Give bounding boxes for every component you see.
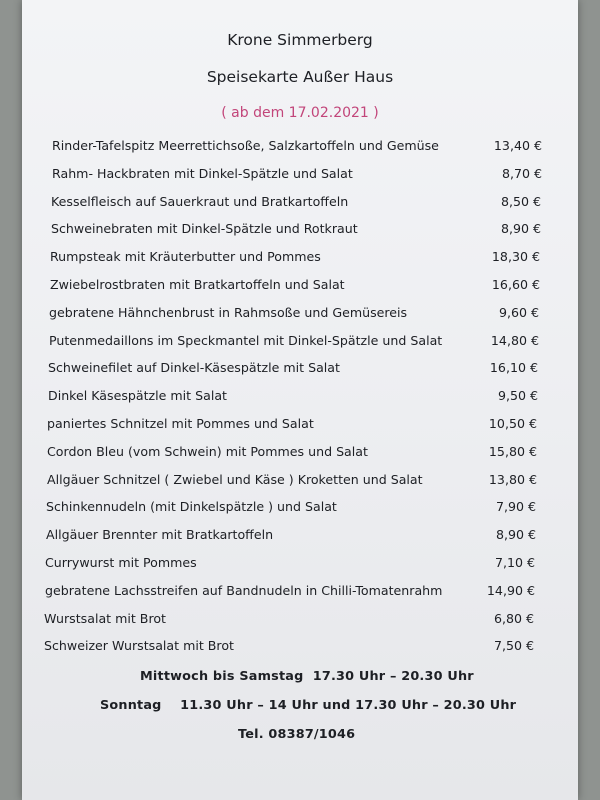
menu-item-price: 14,80 €	[490, 332, 539, 348]
menu-item	[48, 358, 538, 378]
menu-item-name: Rahm- Hackbraten mit Dinkel-Spätzle und Salat	[52, 165, 353, 181]
phone-number: Tel. 08387/1046	[238, 727, 356, 742]
menu-item-price: 18,30 €	[491, 249, 540, 265]
menu-item	[46, 497, 536, 517]
menu-item-price: 7,50 €	[493, 638, 534, 654]
menu-item-name: Schweinebraten mit Dinkel-Spätzle und Rotkraut	[51, 221, 358, 237]
menu-item	[50, 275, 540, 295]
menu-item-price: 7,10 €	[494, 555, 535, 570]
menu-item-name: Currywurst mit Pommes	[45, 555, 197, 570]
menu-item-price: 16,10 €	[489, 360, 538, 376]
menu-sheet	[22, 0, 578, 800]
menu-item-name: Schweizer Wurstsalat mit Brot	[44, 638, 234, 654]
menu-item	[46, 525, 536, 545]
menu-item-name: gebratene Lachsstreifen auf Bandnudeln in Chilli-Tomatenrahm	[45, 582, 443, 598]
menu-item-name: Zwiebelrostbraten mit Bratkartoffeln und Salat	[50, 277, 345, 292]
menu-item-name: Allgäuer Brennter mit Bratkartoffeln	[46, 527, 274, 543]
menu-item-price: 8,90 €	[495, 527, 536, 543]
menu-item	[47, 414, 537, 434]
menu-item-price: 9,60 €	[498, 304, 539, 320]
menu-item	[51, 192, 541, 212]
menu-item	[44, 636, 534, 656]
menu-item	[45, 553, 535, 573]
menu-item-price: 14,90 €	[486, 582, 535, 598]
menu-item-name: Rumpsteak mit Kräuterbutter und Pommes	[50, 249, 321, 265]
menu-item	[49, 331, 539, 351]
menu-item-name: Kesselfleisch auf Sauerkraut und Bratkartoffeln	[51, 193, 349, 209]
menu-item	[45, 581, 535, 601]
menu-item	[51, 219, 541, 239]
restaurant-name: Krone Simmerberg	[227, 31, 373, 49]
menu-item	[52, 164, 542, 184]
menu-item-price: 8,90 €	[500, 221, 541, 237]
menu-item-name: Rinder-Tafelspitz Meerrettichsoße, Salzkartoffeln und Gemüse	[52, 138, 439, 153]
menu-title: Speisekarte Außer Haus	[206, 68, 394, 86]
menu-item-price: 8,50 €	[500, 193, 541, 209]
menu-item-name: Schinkennudeln (mit Dinkelspätzle ) und Salat	[46, 499, 337, 515]
menu-item-name: Putenmedaillons im Speckmantel mit Dinkel-Spätzle und Salat	[49, 332, 443, 348]
opening-hours-sunday: Sonntag 11.30 Uhr – 14 Uhr und 17.30 Uhr – 20.30 Uhr	[100, 698, 517, 713]
menu-item-price: 13,80 €	[488, 471, 537, 487]
menu-item	[52, 136, 542, 156]
menu-item-name: gebratene Hähnchenbrust in Rahmsoße und Gemüsereis	[49, 304, 408, 320]
opening-hours-weekdays: Mittwoch bis Samstag 17.30 Uhr – 20.30 Uhr	[140, 669, 474, 684]
menu-item-price: 16,60 €	[491, 277, 540, 292]
menu-item-name: Dinkel Käsespätzle mit Salat	[48, 388, 227, 404]
menu-item-name: Allgäuer Schnitzel ( Zwiebel und Käse ) Kroketten und Salat	[47, 471, 423, 487]
menu-item-name: paniertes Schnitzel mit Pommes und Salat	[47, 416, 314, 431]
menu-item-name: Wurstsalat mit Brot	[44, 610, 166, 626]
menu-item-price: 8,70 €	[501, 165, 542, 181]
menu-item	[48, 386, 538, 406]
menu-item	[47, 470, 537, 490]
menu-item	[47, 442, 537, 462]
menu-item	[50, 247, 540, 267]
menu-item-price: 9,50 €	[497, 388, 538, 404]
menu-item-price: 7,90 €	[495, 499, 536, 515]
menu-item-price: 10,50 €	[488, 416, 537, 431]
menu-item-price: 15,80 €	[488, 443, 537, 459]
menu-item-name: Schweinefilet auf Dinkel-Käsespätzle mit Salat	[48, 360, 340, 376]
menu-item	[44, 609, 534, 629]
valid-from-date: ( ab dem 17.02.2021 )	[221, 105, 379, 121]
menu-item-price: 13,40 €	[493, 138, 542, 153]
menu-item-name: Cordon Bleu (vom Schwein) mit Pommes und Salat	[47, 443, 368, 459]
menu-item	[49, 303, 539, 323]
menu-item-price: 6,80 €	[493, 610, 534, 626]
